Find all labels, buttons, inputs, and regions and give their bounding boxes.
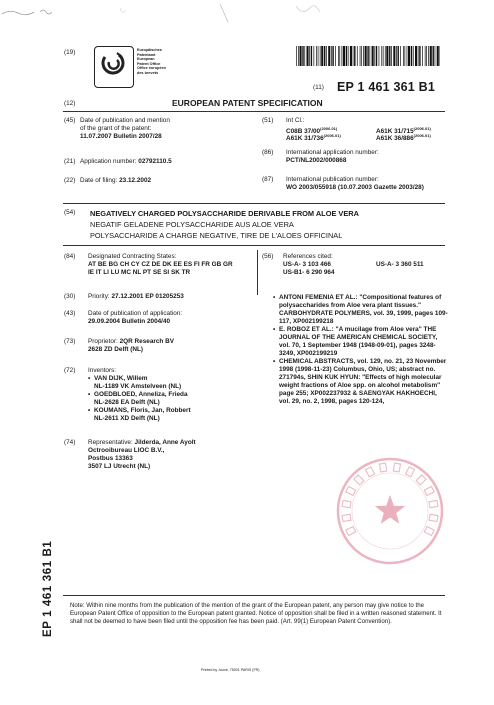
patent-reference: US-A- 3 360 511 bbox=[376, 261, 424, 268]
barcode-bar bbox=[324, 46, 325, 66]
barcode-bar bbox=[391, 46, 392, 66]
priority-value: 27.12.2001 EP 01205253 bbox=[111, 293, 184, 300]
barcode-bar bbox=[411, 46, 412, 66]
representative-line: Jilderda, Anne Ayolt bbox=[134, 439, 196, 446]
barcode-bar bbox=[342, 46, 343, 66]
field-code: (22) bbox=[64, 177, 76, 184]
seal-glyph bbox=[406, 467, 415, 477]
field-code: (56) bbox=[262, 253, 274, 260]
barcode-bar bbox=[321, 46, 323, 66]
barcode-bar bbox=[354, 46, 355, 66]
barcode-bar bbox=[343, 46, 345, 66]
inventor-name: • VAN DIJK, Willem bbox=[94, 375, 148, 382]
barcode-bar bbox=[389, 46, 390, 66]
representative-line: 3507 LJ Utrecht (NL) bbox=[88, 463, 151, 470]
epo-logo bbox=[94, 46, 134, 88]
application-publication-value: 29.09.2004 Bulletin 2004/40 bbox=[88, 318, 171, 325]
opposition-note: Note: Within nine months from the publication of the mention of the grant of the European patent, any person may give notice to the European Patent Office of opposition to the European patent granted. Notice of opposition shall be filed in a written reasoned statement. It shall not be deemed to have been filed until the opposition fee has been paid. (Art. 99(1) European Patent Convention). bbox=[70, 602, 442, 625]
proprietor-address: 2628 ZD Delft (NL) bbox=[88, 346, 144, 353]
invention-title-en: NEGATIVELY CHARGED POLYSACCHARIDE DERIVABLE FROM ALOE VERA bbox=[90, 209, 359, 218]
non-patent-citations bbox=[273, 294, 449, 406]
barcode-bar bbox=[415, 46, 417, 66]
field-code: (87) bbox=[262, 176, 274, 183]
seal-glyph bbox=[424, 527, 434, 536]
sidebar-publication-number: EP 1 461 361 B1 bbox=[42, 540, 54, 637]
barcode-bar bbox=[433, 46, 434, 66]
spec-code: (12) bbox=[64, 100, 76, 107]
application-number-value: 02792110.5 bbox=[138, 158, 172, 165]
int-cl-class: A61K $31/736^{(2006.01)}$ bbox=[286, 133, 341, 143]
application-number bbox=[80, 158, 172, 166]
grant-date-block bbox=[80, 117, 245, 141]
note-divider bbox=[63, 595, 445, 596]
barcode-bar bbox=[311, 46, 312, 66]
barcode-bar bbox=[302, 46, 303, 66]
invention-title bbox=[90, 208, 359, 241]
proprietor bbox=[88, 338, 174, 354]
barcode-bar bbox=[363, 46, 364, 66]
int-cl-label: Int Cl.: bbox=[286, 117, 305, 124]
proprietor-label: Proprietor: bbox=[88, 338, 118, 345]
barcode-bar bbox=[407, 46, 408, 66]
office-name-line: European bbox=[137, 57, 155, 62]
inventor-address: NL-2628 EA Delft (NL) bbox=[94, 399, 160, 406]
barcode-bar bbox=[374, 46, 375, 66]
priority bbox=[88, 293, 184, 301]
barcode-bar bbox=[405, 46, 406, 66]
intl-publication-label: International publication number: bbox=[286, 176, 379, 183]
publication-number: EP 1 461 361 B1 bbox=[337, 80, 435, 94]
barcode-bar bbox=[298, 46, 299, 66]
seal-glyph bbox=[342, 514, 351, 521]
citation-item: • CHEMICAL ABSTRACTS, vol. 129, no. 21, 23 November 1998 (1998-11-23) Columbus, Ohio, US; abstract no. 271794s, SHIN KUK HYUN: "Effects of high molecular weight fractions of Aloe spp. on alcohol metabolism" page 255; XP002237932 & SAENGYAK HAKHOECHI, vol. 29, no. 2, 1998, pages 120-124, bbox=[273, 358, 449, 406]
barcode-bar bbox=[422, 46, 423, 66]
inventor-address: NL-2611 XD Delft (NL) bbox=[94, 415, 160, 422]
inventor-item bbox=[88, 407, 253, 423]
citation-item: • E. ROBOZ ET AL.: "A mucilage from Aloe vera" THE JOURNAL OF THE AMERICAN CHEMICAL SOCIETY, vol. 70, 1 September 1948 (1948-09-01), pages 3248-3249, XP002199219 bbox=[273, 326, 449, 358]
barcode-bar bbox=[360, 46, 361, 66]
barcode-bar bbox=[376, 46, 377, 66]
barcode-bar bbox=[425, 46, 426, 66]
barcode bbox=[296, 46, 440, 66]
field-code: (73) bbox=[64, 338, 76, 345]
barcode-bar bbox=[350, 46, 352, 66]
barcode-bar bbox=[419, 46, 420, 66]
inventor-item bbox=[88, 375, 253, 391]
inventor-name: • GOEDBLOED, Anneliza, Frieda bbox=[94, 391, 188, 398]
grant-date-label: Date of publication and mention bbox=[80, 117, 170, 124]
designated-states-line: IE IT LI LU MC NL PT SE SI SK TR bbox=[88, 269, 191, 276]
column-divider bbox=[257, 250, 258, 295]
barcode-bar bbox=[383, 46, 384, 66]
barcode-bar bbox=[316, 46, 317, 66]
barcode-bar bbox=[365, 46, 367, 66]
official-seal-stamp bbox=[334, 455, 446, 567]
filing-date bbox=[80, 177, 151, 185]
barcode-bar bbox=[370, 46, 371, 66]
barcode-bar bbox=[338, 46, 339, 66]
barcode-bar bbox=[314, 46, 315, 66]
patent-reference: US-A- 3 103 466 bbox=[283, 261, 331, 268]
barcode-bar bbox=[348, 46, 349, 66]
handwritten-scribble bbox=[0, 0, 494, 40]
barcode-bar bbox=[372, 46, 374, 66]
application-publication-label: Date of publication of application: bbox=[88, 310, 183, 317]
barcode-bar bbox=[300, 46, 302, 66]
barcode-bar bbox=[332, 46, 333, 66]
inventor-name: • KOUMANS, Floris, Jan, Robbert bbox=[94, 407, 191, 414]
office-name-line: Patentamt bbox=[137, 52, 156, 57]
intl-publication bbox=[286, 176, 424, 192]
intl-application-label: International application number: bbox=[286, 149, 379, 156]
barcode-bar bbox=[331, 46, 332, 66]
header-divider bbox=[63, 111, 445, 112]
inventor-item bbox=[88, 391, 253, 407]
biblio-divider bbox=[63, 245, 445, 246]
field-code: (30) bbox=[64, 293, 76, 300]
designated-states bbox=[88, 253, 253, 277]
field-code: (51) bbox=[262, 117, 274, 124]
barcode-bar bbox=[346, 46, 347, 66]
int-cl-class: C08B $37/00^{(2006.01)}$ bbox=[286, 126, 338, 136]
int-cl-class: A61K $31/715^{(2006.01)}$ bbox=[376, 126, 431, 136]
proprietor-name: 2QR Research BV bbox=[119, 338, 174, 345]
patent-reference: US-B1- 6 290 964 bbox=[283, 269, 335, 276]
representative bbox=[88, 439, 196, 471]
barcode-bar bbox=[386, 46, 388, 66]
designated-states-label: Designated Contracting States: bbox=[88, 253, 177, 260]
barcode-bar bbox=[381, 46, 382, 66]
filing-date-label: Date of filing: bbox=[80, 177, 118, 184]
seal-glyph bbox=[429, 501, 438, 508]
field-code: (45) bbox=[64, 117, 76, 124]
barcode-bar bbox=[353, 46, 354, 66]
barcode-bar bbox=[328, 46, 330, 66]
intl-application-value: PCT/NL2002/000868 bbox=[286, 157, 347, 164]
doc-kind-code: (19) bbox=[64, 49, 76, 56]
office-name-line: Patent Office bbox=[137, 61, 161, 66]
grant-date-value: 11.07.2007 Bulletin 2007/28 bbox=[80, 133, 162, 140]
grant-date-label: of the grant of the patent: bbox=[80, 125, 152, 132]
barcode-bar bbox=[307, 46, 309, 66]
barcode-bar bbox=[296, 46, 297, 66]
seal-glyph bbox=[342, 501, 351, 508]
barcode-bar bbox=[309, 46, 310, 66]
filing-date-value: 23.12.2002 bbox=[119, 177, 152, 184]
invention-title-fr: POLYSACCHARIDE A CHARGE NEGATIVE, TIRE DE L'ALOES OFFICINAL bbox=[90, 231, 343, 240]
application-number-label: Application number: bbox=[80, 158, 137, 165]
designated-states-line: AT BE BG CH CY CZ DE DK EE ES FI FR GB GR bbox=[88, 261, 233, 268]
office-name-line: des brevets bbox=[137, 70, 159, 75]
seal-glyph bbox=[366, 467, 375, 477]
printer-imprint: Printed by Jouve, 75001 PARIS (FR) bbox=[201, 668, 260, 672]
inventor-address: NL-1189 VK Amstelveen (NL) bbox=[94, 383, 182, 390]
barcode-bar bbox=[379, 46, 380, 66]
invention-title-de: NEGATIF GELADENE POLYSACCHARIDE AUS ALOE VERA bbox=[90, 220, 294, 229]
title-divider bbox=[63, 203, 445, 204]
field-code: (21) bbox=[64, 158, 76, 165]
seal-glyph bbox=[346, 487, 356, 496]
field-code: (74) bbox=[64, 439, 76, 446]
barcode-bar bbox=[396, 46, 397, 66]
barcode-bar bbox=[398, 46, 399, 66]
barcode-bar bbox=[428, 46, 429, 66]
seal-glyph bbox=[380, 463, 387, 472]
seal-glyph bbox=[393, 463, 400, 472]
barcode-bar bbox=[430, 46, 432, 66]
barcode-bar bbox=[304, 46, 305, 66]
pub-code: (11) bbox=[313, 84, 324, 91]
barcode-bar bbox=[418, 46, 419, 66]
barcode-bar bbox=[326, 46, 327, 66]
barcode-bar bbox=[393, 46, 395, 66]
representative-line: Postbus 13363 bbox=[88, 455, 133, 462]
seal-star bbox=[375, 495, 405, 524]
seal-glyph bbox=[424, 487, 434, 496]
barcode-bar bbox=[335, 46, 336, 66]
representative-label: Representative: bbox=[88, 439, 133, 446]
representative-line: Octrooibureau LIOC B.V., bbox=[88, 447, 165, 454]
office-name-line: Europäisches bbox=[137, 48, 162, 52]
barcode-bar bbox=[435, 46, 436, 66]
seal-glyph bbox=[354, 475, 364, 485]
barcode-bar bbox=[426, 46, 427, 66]
application-publication bbox=[88, 310, 182, 326]
references-label: References cited: bbox=[283, 253, 333, 260]
field-code: (84) bbox=[64, 253, 76, 260]
citation-item: • ANTONI FEMENIA ET AL.: "Compositional features of polysaccharides from Aloe vera plant tissues." CARBOHYDRATE POLYMERS, vol. 39, 1999, pages 109-117, XP002199218 bbox=[273, 294, 449, 326]
barcode-bar bbox=[318, 46, 319, 66]
field-code: (86) bbox=[262, 149, 274, 156]
int-cl-class: A61K $36/886^{(2006.01)}$ bbox=[376, 133, 431, 143]
seal-glyph bbox=[416, 475, 426, 485]
barcode-bar bbox=[385, 46, 386, 66]
office-names bbox=[137, 48, 166, 76]
seal-glyph bbox=[429, 514, 438, 521]
intl-publication-value: WO 2003/055918 (10.07.2003 Gazette 2003/28) bbox=[286, 184, 424, 191]
field-code: (54) bbox=[64, 209, 76, 216]
barcode-bar bbox=[367, 46, 368, 66]
barcode-bar bbox=[400, 46, 401, 66]
barcode-bar bbox=[440, 46, 441, 66]
field-code: (43) bbox=[64, 310, 76, 317]
barcode-bar bbox=[408, 46, 410, 66]
barcode-bar bbox=[320, 46, 321, 66]
inventors-label: Inventors: bbox=[88, 367, 117, 374]
field-code: (72) bbox=[64, 367, 76, 374]
document-title: EUROPEAN PATENT SPECIFICATION bbox=[172, 98, 323, 108]
inventors bbox=[88, 367, 253, 423]
priority-label: Priority: bbox=[88, 293, 110, 300]
barcode-bar bbox=[403, 46, 404, 66]
barcode-bar bbox=[339, 46, 340, 66]
office-name-line: Office européen bbox=[137, 66, 166, 71]
intl-application bbox=[286, 149, 379, 165]
seal-glyph bbox=[346, 527, 356, 536]
barcode-bar bbox=[361, 46, 362, 66]
barcode-bar bbox=[357, 46, 358, 66]
barcode-bar bbox=[413, 46, 414, 66]
barcode-bar bbox=[437, 46, 439, 66]
